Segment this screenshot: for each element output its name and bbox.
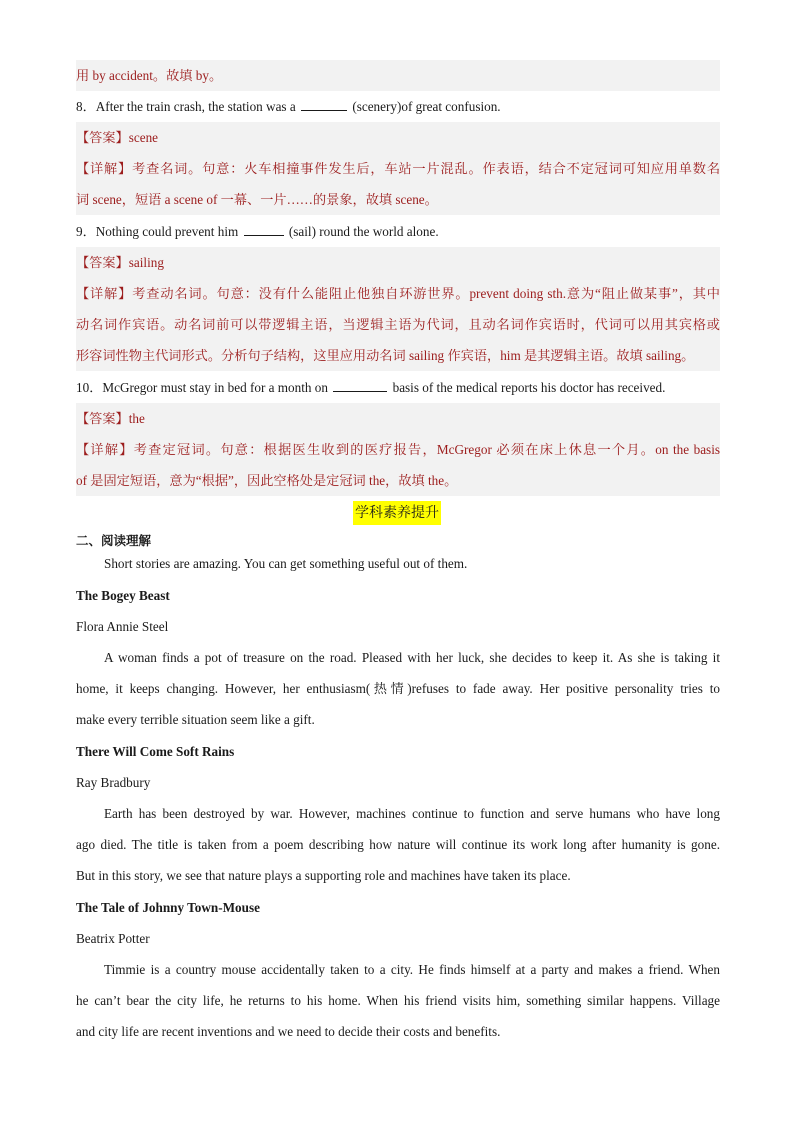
detail-10-line-1 [76,434,720,465]
question-8 [76,91,720,122]
question-8-blank[interactable] [301,96,347,111]
section-intro: Short stories are amazing. You can get something useful out of them. [104,556,468,571]
detail-10-text-1: 考查定冠词。句意：根据医生收到的医疗报告，McGregor 必须在床上休息一个月。on the basis [133,442,720,457]
answer-10 [76,403,720,434]
question-8-text-pre: 8．After the train crash, the station was a [76,99,296,114]
story-2-paragraph-line-2: ago died. The title is taken from a poem describing how nature will continue its work long after humanity is gone. [76,837,720,852]
answer-8-label: 【答案】 [76,130,129,145]
detail-8-line-2: 词 scene，短语 a scene of 一幕、一片……的景象，故填 scene。 [76,184,720,215]
answer-8 [76,122,720,153]
detail-8-label: 【详解】 [76,161,133,176]
story-2-author: Ray Bradbury [76,775,151,790]
detail-9-line-1 [76,278,720,309]
section-heading: 二、阅读理解 [76,534,152,548]
question-9-text-post: (sail) round the world alone. [288,224,439,239]
story-1-author: Flora Annie Steel [76,619,169,634]
question-9-blank[interactable] [244,221,284,236]
detail-9-text-1: 考查动名词。句意：没有什么能阻止他独自环游世界。prevent doing sth.意为“阻止做某事”，其中 [132,286,720,301]
story-3-paragraph-line-3: and city life are recent inventions and we need to decide their costs and benefits. [76,1024,501,1039]
answer-9-label: 【答案】 [76,255,129,270]
story-3-paragraph-line-1: Timmie is a country mouse accidentally taken to a city. He finds himself at a party and makes a friend. When [104,962,720,977]
question-8-text-post: (scenery)of great confusion. [352,99,501,114]
story-1-paragraph-line-1: A woman finds a pot of treasure on the road. Pleased with her luck, she decides to keep it. As she is taking it [104,650,720,665]
answer-9 [76,247,720,278]
section-banner-wrap [0,499,794,525]
answer-10-label: 【答案】 [76,411,129,426]
story-1-title: The Bogey Beast [76,588,170,603]
detail-9-line-2: 动名词作宾语。动名词前可以带逻辑主语，当逻辑主语为代词，且动名词作宾语时，代词可以用其宾格或 [76,309,720,340]
section-banner: 学科素养提升 [353,501,441,525]
detail-8-line-1 [76,153,720,184]
answer-8-value: scene [128,130,159,145]
story-3-title: The Tale of Johnny Town-Mouse [76,900,260,915]
question-10-text-post: basis of the medical reports his doctor has received. [392,380,666,395]
story-1-paragraph-line-2: home, it keeps changing. However, her enthusiasm(热情)refuses to fade away. Her positive personality tries to [76,681,720,696]
story-2-paragraph-line-3: But in this story, we see that nature plays a supporting role and machines have taken its place. [76,868,571,883]
detail-10-label: 【详解】 [76,442,134,457]
detail-9-line-3: 形容词性物主代词形式。分析句子结构，这里应用动名词 sailing 作宾语，him 是其逻辑主语。故填 sailing。 [76,340,720,371]
detail-9-label: 【详解】 [76,286,133,301]
question-10-blank[interactable] [333,377,387,392]
story-2-paragraph-line-1: Earth has been destroyed by war. However, machines continue to function and serve humans who have long [104,806,720,821]
question-10 [76,372,720,403]
story-1-paragraph-line-3: make every terrible situation seem like a gift. [76,712,315,727]
question-9-text-pre: 9．Nothing could prevent him [76,224,239,239]
detail-10-line-2: of 是固定短语，意为“根据”，因此空格处是定冠词 the，故填 the。 [76,465,720,496]
answer-9-value: sailing [128,255,164,270]
detail-8-text-1: 考查名词。句意：火车相撞事件发生后，车站一片混乱。作表语，结合不定冠词可知应用单数名 [132,161,720,176]
answer-10-value: the [128,411,145,426]
question-10-text-pre: 10．McGregor must stay in bed for a month on [76,380,328,395]
question-9 [76,216,720,247]
story-3-author: Beatrix Potter [76,931,150,946]
story-2-title: There Will Come Soft Rains [76,744,235,759]
story-3-paragraph-line-2: he can’t bear the city life, he returns to his home. When his friend visits him, something similar happens. Village [76,993,720,1008]
answer-explanation-line: 用 by accident。故填 by。 [76,60,720,91]
